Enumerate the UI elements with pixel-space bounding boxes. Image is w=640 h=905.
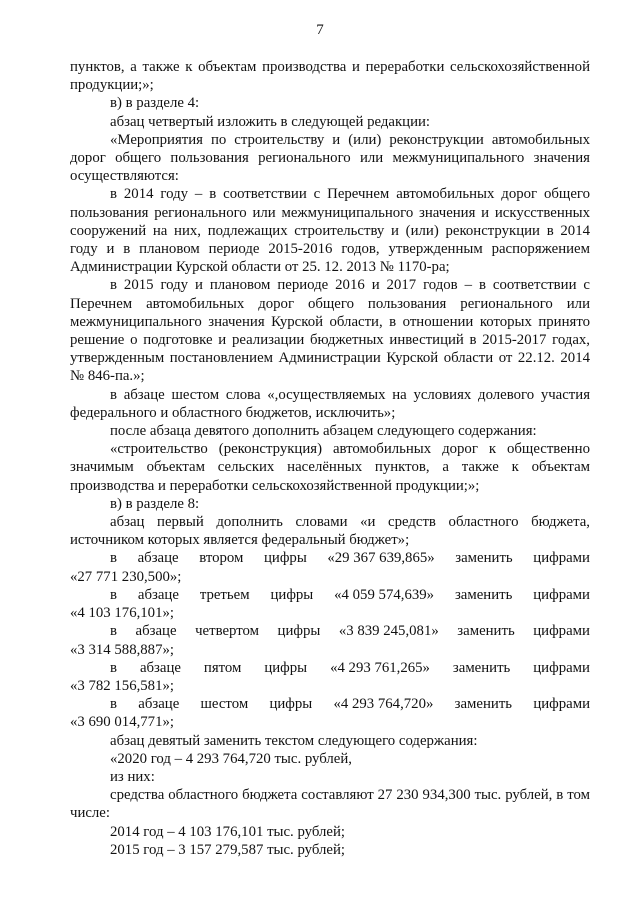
replacement-word: «4 293 764,720» xyxy=(333,696,434,713)
replacement-word: четвертом xyxy=(195,623,259,640)
page-number: 7 xyxy=(316,22,324,38)
replacement-word: цифры xyxy=(269,696,313,713)
paragraph: в) в разделе 4: xyxy=(110,95,200,112)
paragraph: 2015 год – 3 157 279,587 тыс. рублей; xyxy=(110,841,345,858)
paragraph: абзац первый дополнить словами «и средств областного бюджета, источником которых является федеральный бюджет»; xyxy=(70,514,590,549)
replacement-line xyxy=(70,586,590,604)
replacement-word: заменить xyxy=(452,659,511,676)
replacement-word: абзаце xyxy=(138,696,180,713)
replacement-word: «4 059 574,639» xyxy=(334,586,435,603)
replacement-word: цифры xyxy=(264,550,307,567)
replacement-word: «29 367 639,865» xyxy=(327,550,435,567)
closing-paragraph-group xyxy=(70,732,590,859)
replacement-word: в xyxy=(110,586,117,603)
replacement-word: третьем xyxy=(199,586,250,603)
replacement-word: абзаце xyxy=(137,550,179,567)
paragraph: абзац девятый заменить текстом следующего содержания: xyxy=(110,732,478,749)
replacement-word: в xyxy=(110,623,117,640)
replacement-word: пятом xyxy=(203,659,242,676)
replacement-word: цифры xyxy=(277,623,321,640)
replacement-word: в xyxy=(110,696,117,713)
replacement-word: цифрами xyxy=(533,623,590,640)
replacement-word: в xyxy=(110,550,117,567)
paragraph: из них: xyxy=(110,768,155,785)
paragraph: «Мероприятия по строительству и (или) реконструкции автомобильных дорог общего пользования регионального или межмуниципального значения осуществляются: xyxy=(70,131,590,185)
replacement-word: «3 839 245,081» xyxy=(338,623,439,640)
replacement-word: втором xyxy=(199,550,244,567)
paragraph: средства областного бюджета составляют 27 230 934,300 тыс. рублей, в том числе: xyxy=(70,787,590,822)
paragraph: в) в разделе 8: xyxy=(110,495,200,512)
replacement-word: заменить xyxy=(455,550,513,567)
replacement-word: абзаце xyxy=(135,623,177,640)
replacement-word: шестом xyxy=(200,696,249,713)
replacement-value: «4 103 176,101»; xyxy=(70,605,174,622)
replacement-word: абзаце xyxy=(139,659,181,676)
paragraph: в абзаце шестом слова «,осуществляемых на условиях долевого участия федерального и областного бюджетов, исключить»; xyxy=(70,386,590,421)
paragraph: абзац четвертый изложить в следующей редакции: xyxy=(110,113,431,130)
replacement-line xyxy=(70,659,590,677)
paragraph: после абзаца девятого дополнить абзацем следующего содержания: xyxy=(110,423,537,440)
replacement-word: цифрами xyxy=(533,696,590,713)
replacement-value: «3 690 014,771»; xyxy=(70,714,174,731)
paragraph: пунктов, а также к объектам производства и переработки сельскохозяйственной продукции;»; xyxy=(70,59,590,94)
document-body xyxy=(70,58,590,859)
replacement-word: цифрами xyxy=(533,659,590,676)
replacement-value: «3 314 588,887»; xyxy=(70,641,174,658)
replacement-word: заменить xyxy=(454,586,513,603)
paragraph: 2014 год – 4 103 176,101 тыс. рублей; xyxy=(110,823,345,840)
paragraph: «строительство (реконструкция) автомобильных дорог к общественно значимым объектам сельских населённых пунктов, а также к объектам производства и переработки сельскохозяйственной продукции;»; xyxy=(70,441,590,494)
replacement-line xyxy=(70,622,590,640)
replacement-line xyxy=(70,549,590,567)
replacement-value: «27 771 230,500»; xyxy=(70,568,182,585)
replacement-word: абзаце xyxy=(137,586,179,603)
replacement-word: в xyxy=(110,659,117,676)
replacement-word: «4 293 761,265» xyxy=(330,659,430,676)
replacement-line xyxy=(70,695,590,713)
replacement-word: цифры xyxy=(270,586,314,603)
paragraph: «2020 год – 4 293 764,720 тыс. рублей, xyxy=(110,750,352,767)
replacement-word: заменить xyxy=(457,623,515,640)
replacement-word: цифры xyxy=(264,659,308,676)
paragraph-group xyxy=(70,58,590,549)
paragraph: в 2014 году – в соответствии с Перечнем автомобильных дорог общего пользования регионального или межмуниципального значения и искусственных сооружений на них, подлежащих строительству и (или) реконструкции в 2014 году и в плановом периоде 2015-2016 годов, утвержденным распоряжением Администрации Курской области от 25. 12. 2013 № 1170-ра; xyxy=(70,186,590,276)
paragraph: в 2015 году и плановом периоде 2016 и 2017 годов – в соответствии с Перечнем автомобильных дорог общего пользования регионального или межмуниципального значения Курской области, в отношении которых принято решение о подготовке и реализации бюджетных инвестиций в 2015-2017 годах, утвержденным постановлением Администрации Курской области от 22.12. 2014 № 846-па.»; xyxy=(70,277,590,385)
replacement-word: цифрами xyxy=(533,550,590,567)
replacement-value: «3 782 156,581»; xyxy=(70,677,174,694)
replacement-word: заменить xyxy=(454,696,513,713)
replacement-word: цифрами xyxy=(533,586,590,603)
replacement-list xyxy=(70,549,590,731)
